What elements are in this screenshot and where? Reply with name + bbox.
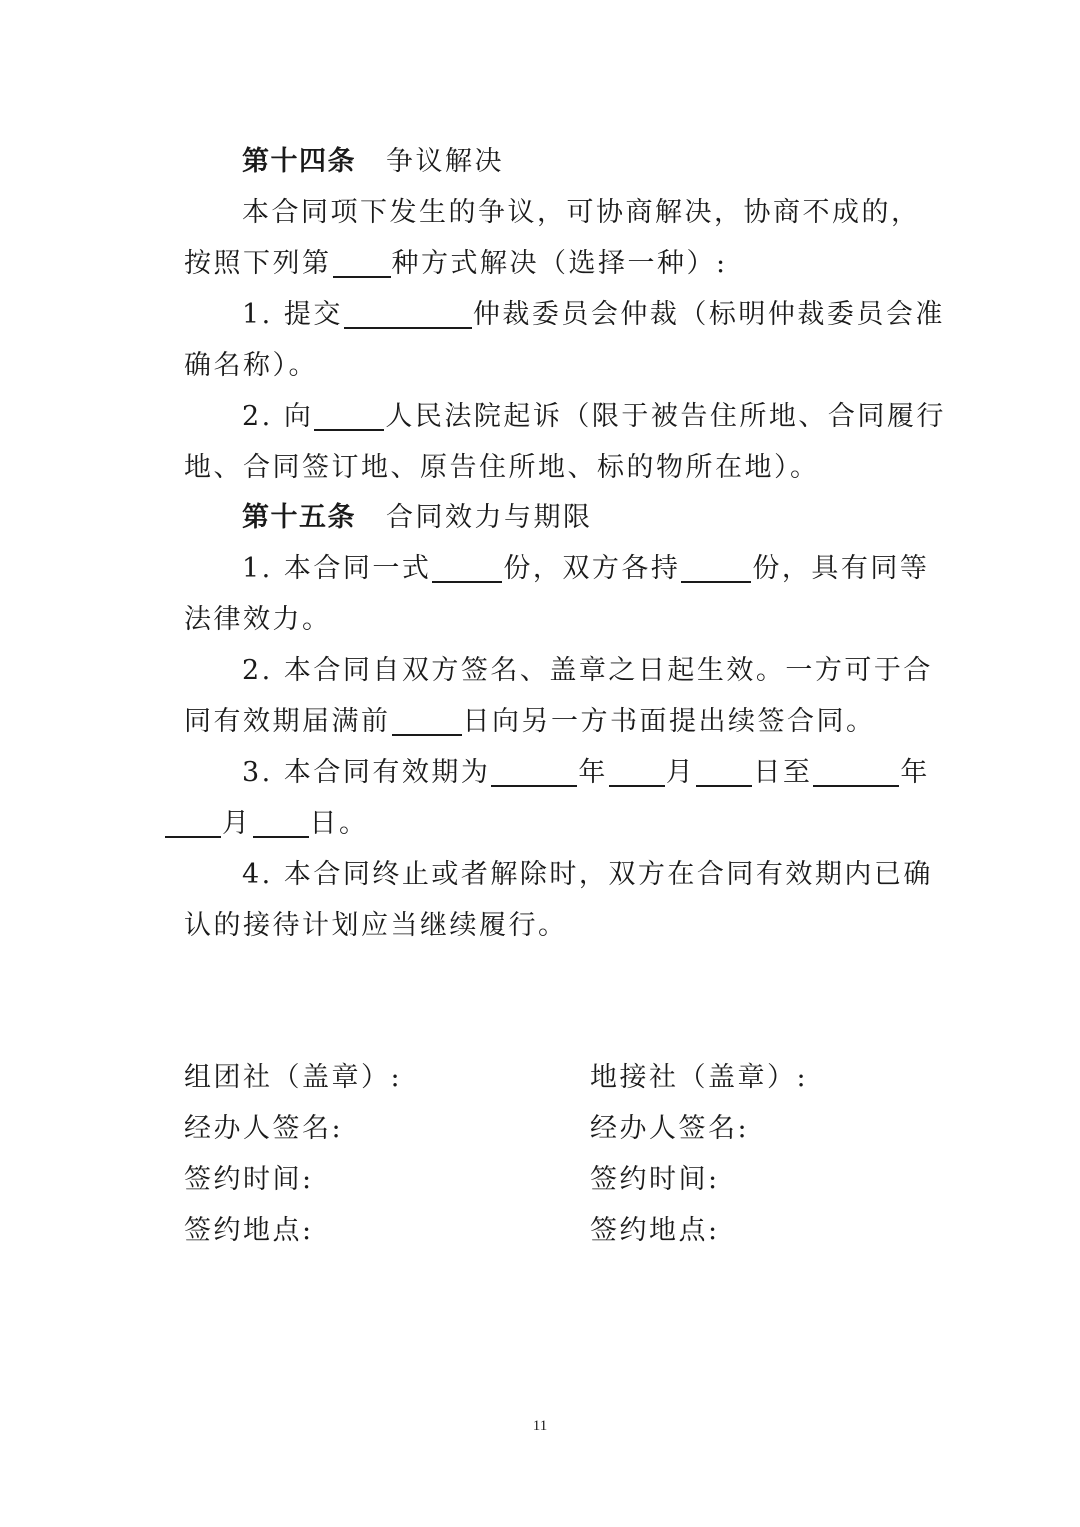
- blank-copies-each[interactable]: [681, 555, 751, 583]
- article14-para1-line2: [184, 246, 924, 282]
- text-segment: 1. 本合同一式: [242, 553, 432, 584]
- article14-title: 争议解决: [386, 146, 504, 177]
- text-segment: 年: [900, 757, 930, 788]
- text-segment: 人民法院起诉（限于被告住所地、合同履行: [385, 401, 946, 432]
- text-segment: 日至: [753, 757, 813, 788]
- article14-item1-line1: [242, 297, 982, 333]
- article14-heading: [242, 144, 982, 180]
- article15-item3-line1: [242, 755, 982, 791]
- article15-item4-line2: 认的接待计划应当继续履行。: [184, 910, 568, 941]
- text-segment: 日向另一方书面提出续签合同。: [462, 706, 876, 737]
- signature-left-org: 组团社（盖章）:: [184, 1062, 403, 1093]
- text-segment: 年: [578, 757, 608, 788]
- article15-item1-line2: 法律效力。: [184, 604, 332, 635]
- text-segment: 份，双方各持: [503, 553, 681, 584]
- signature-left-agent: 经办人签名:: [184, 1113, 344, 1144]
- article15-item4-line1: 4. 本合同终止或者解除时，双方在合同有效期内已确: [242, 859, 933, 890]
- signature-left-place: 签约地点:: [184, 1215, 314, 1246]
- blank-end-day[interactable]: [253, 810, 309, 838]
- blank-court[interactable]: [314, 403, 384, 431]
- signature-right-time: 签约时间:: [590, 1164, 720, 1195]
- article14-number: 第十四条: [242, 146, 356, 177]
- blank-renewal-days[interactable]: [392, 708, 462, 736]
- blank-end-month[interactable]: [165, 810, 221, 838]
- blank-start-month[interactable]: [609, 759, 665, 787]
- article15-heading: [242, 500, 982, 536]
- text-segment: 2. 向: [242, 401, 314, 432]
- text-segment: 按照下列第: [184, 248, 332, 279]
- blank-copies-total[interactable]: [432, 555, 502, 583]
- text-segment: 份，具有同等: [752, 553, 930, 584]
- signature-right-place: 签约地点:: [590, 1215, 720, 1246]
- text-segment: 1. 提交: [242, 299, 343, 330]
- article14-para1-line1: 本合同项下发生的争议，可协商解决，协商不成的，: [242, 197, 921, 228]
- article14-item1-line2: 确名称）。: [184, 350, 318, 381]
- text-segment: 同有效期届满前: [184, 706, 391, 737]
- signature-left-time: 签约时间:: [184, 1164, 314, 1195]
- article15-item1-line1: [242, 551, 982, 587]
- article14-item2-line2: 地、合同签订地、原告住所地、标的物所在地）。: [184, 452, 820, 483]
- blank-choice-number[interactable]: [333, 250, 391, 278]
- blank-arbitration-commission[interactable]: [344, 301, 472, 329]
- article15-number: 第十五条: [242, 502, 356, 533]
- article15-item2-line1: 2. 本合同自双方签名、盖章之日起生效。一方可于合: [242, 655, 933, 686]
- article14-item2-line1: [242, 399, 982, 435]
- text-segment: 月: [222, 808, 252, 839]
- text-segment: 月: [665, 757, 696, 788]
- article15-item3-line2: [164, 806, 904, 842]
- signature-right-org: 地接社（盖章）:: [590, 1062, 809, 1093]
- article15-title: 合同效力与期限: [386, 502, 593, 533]
- text-segment: 3. 本合同有效期为: [242, 757, 491, 788]
- text-segment: 日。: [309, 808, 369, 839]
- blank-end-year[interactable]: [813, 759, 899, 787]
- blank-start-year[interactable]: [491, 759, 577, 787]
- text-segment: 仲裁委员会仲裁（标明仲裁委员会准: [472, 299, 945, 330]
- page-number: 11: [532, 1418, 548, 1434]
- article15-item2-line2: [184, 704, 924, 740]
- text-segment: 种方式解决（选择一种）:: [391, 248, 728, 279]
- blank-start-day[interactable]: [696, 759, 752, 787]
- signature-right-agent: 经办人签名:: [590, 1113, 750, 1144]
